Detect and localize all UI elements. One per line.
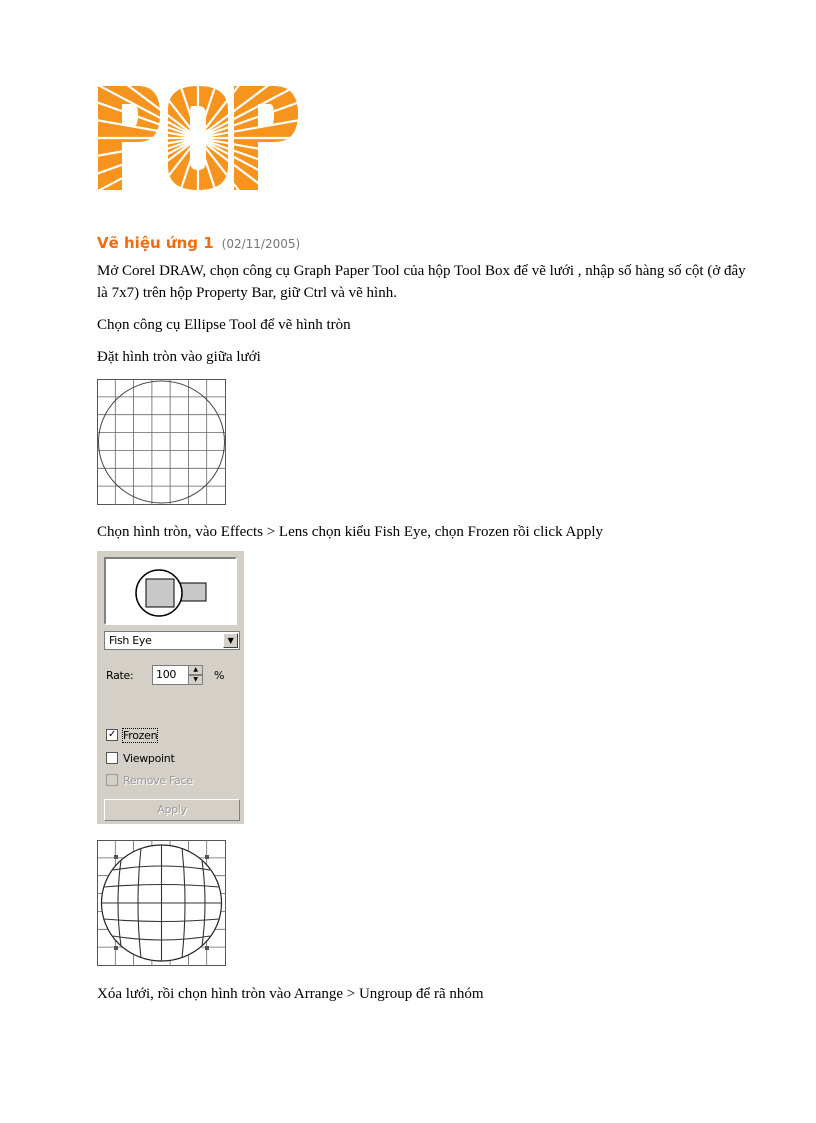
- remove-face-checkbox: [106, 774, 118, 786]
- lens-type-select[interactable]: [104, 631, 240, 650]
- viewpoint-label: Viewpoint: [123, 751, 175, 765]
- fisheye-grid-image: [97, 840, 227, 966]
- rate-label: Rate:: [106, 669, 134, 682]
- lens-panel: [97, 551, 244, 824]
- pop-logo-graphic: [96, 84, 300, 192]
- grid-with-circle-image: [97, 379, 227, 505]
- lens-preview-icon: [106, 559, 235, 623]
- article-date: (02/11/2005): [221, 237, 301, 251]
- paragraph-1: Mở Corel DRAW, chọn công cụ Graph Paper Tool của hộp Tool Box để vẽ lưới , nhập số hàng số cột (ở đây là 7x7) trên hộp Property Bar, giữ Ctrl và vẽ hình.: [97, 263, 746, 301]
- remove-face-label: Remove Face: [123, 773, 193, 787]
- spin-down-icon[interactable]: ▼: [188, 675, 203, 685]
- paragraph-2: Chọn công cụ Ellipse Tool để vẽ hình tròn: [97, 317, 351, 333]
- frozen-option[interactable]: [106, 728, 157, 742]
- remove-face-option: [106, 773, 193, 787]
- apply-button[interactable]: Apply: [104, 799, 240, 821]
- lens-type-value: Fish Eye: [109, 634, 152, 647]
- viewpoint-option[interactable]: [106, 751, 174, 765]
- spin-up-icon[interactable]: ▲: [188, 665, 203, 675]
- article-heading: [97, 233, 300, 252]
- paragraph-4: Chọn hình tròn, vào Effects > Lens chọn kiểu Fish Eye, chọn Frozen rồi click Apply: [97, 524, 604, 540]
- paragraph-3: Đặt hình tròn vào giữa lưới: [97, 349, 261, 365]
- pop-logo: [96, 84, 300, 192]
- paragraph-5: Xóa lưới, rồi chọn hình tròn vào Arrange > Ungroup để rã nhóm: [97, 986, 484, 1002]
- rate-spinner[interactable]: [188, 665, 203, 685]
- rate-value: 100: [156, 668, 177, 681]
- dropdown-arrow-icon[interactable]: ▼: [223, 633, 238, 648]
- lens-preview: [104, 557, 237, 625]
- rate-unit: %: [214, 669, 225, 682]
- frozen-label: Frozen: [123, 728, 158, 742]
- viewpoint-checkbox[interactable]: [106, 752, 118, 764]
- frozen-checkbox[interactable]: ✓: [107, 729, 117, 740]
- rate-input[interactable]: [152, 665, 190, 685]
- article-title: Vẽ hiệu ứng 1: [97, 234, 214, 252]
